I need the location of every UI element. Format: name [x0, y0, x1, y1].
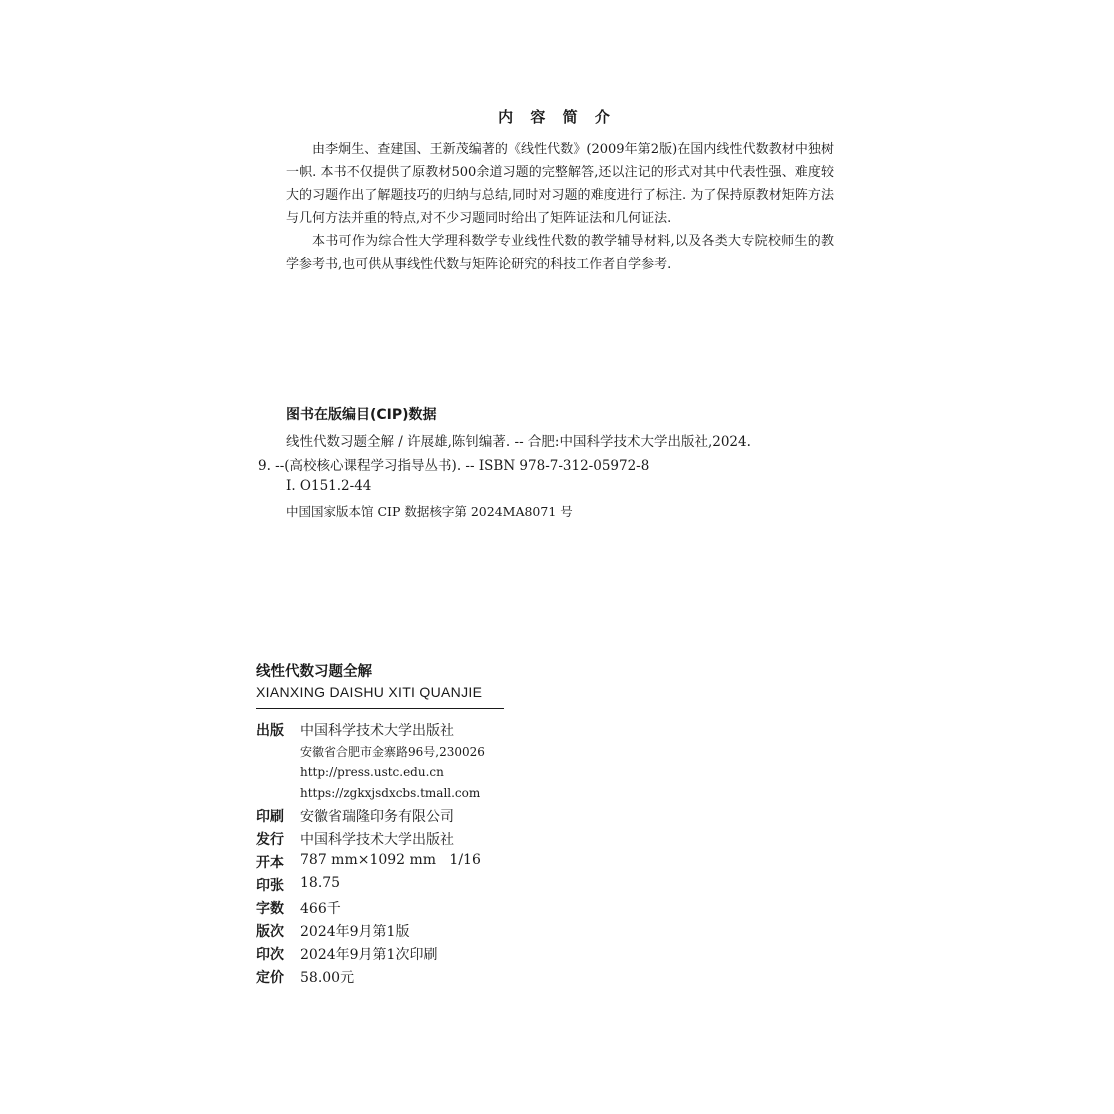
price-value: 58.00元 [300, 970, 355, 986]
sheets-label: 印张 [256, 878, 284, 894]
cip-heading: 图书在版编目(CIP)数据 [286, 407, 437, 423]
book-title: 线性代数习题全解 [256, 664, 372, 680]
printing-label: 印次 [256, 947, 284, 963]
words-value: 466千 [300, 901, 341, 917]
edition-value: 2024年9月第1版 [300, 924, 410, 940]
cip-number: 中国国家版本馆 CIP 数据核字第 2024MA8071 号 [286, 504, 573, 519]
cip-classification: Ⅰ. O151.2-44 [286, 478, 372, 494]
publisher-address: 安徽省合肥市金寨路96号,230026 [300, 745, 485, 759]
intro-title: 内 容 简 介 [498, 108, 616, 126]
cip-record-line-2: 9. --(高校核心课程学习指导丛书). -- ISBN 978-7-312-05972-8 [258, 458, 650, 474]
publisher-url: http://press.ustc.edu.cn [300, 765, 444, 779]
publisher-store-url: https://zgkxjsdxcbs.tmall.com [300, 786, 481, 800]
format-label: 开本 [256, 855, 284, 871]
imprint-divider [256, 708, 504, 709]
printer-value: 安徽省瑞隆印务有限公司 [300, 809, 454, 825]
price-label: 定价 [256, 970, 284, 986]
cip-record-line-1: 线性代数习题全解 / 许展雄,陈钊编著. -- 合肥:中国科学技术大学出版社,2024. [286, 434, 751, 450]
intro-paragraph-2: 本书可作为综合性大学理科数学专业线性代数的教学辅导材料,以及各类大专院校师生的教学参考书,也可供从事线性代数与矩阵论研究的科技工作者自学参考. [286, 234, 834, 272]
book-title-pinyin: XIANXING DAISHU XITI QUANJIE [256, 684, 483, 700]
words-label: 字数 [256, 901, 284, 917]
intro-body [286, 138, 834, 276]
printer-label: 印刷 [256, 809, 284, 825]
intro-paragraph-1: 由李炯生、查建国、王新茂编著的《线性代数》(2009年第2版)在国内线性代数教材中独树一帜. 本书不仅提供了原教材500余道习题的完整解答,还以注记的形式对其中代表性强、难度较大的习题作出了解题技巧的归纳与总结,同时对习题的难度进行了标注. 为了保持原教材矩阵方法与几何方法并重的特点,对不少习题同时给出了矩阵证法和几何证法. [286, 142, 834, 226]
publisher-label: 出版 [256, 723, 284, 739]
publisher-value: 中国科学技术大学出版社 [300, 723, 454, 739]
distributor-label: 发行 [256, 832, 284, 848]
sheets-value: 18.75 [300, 875, 341, 891]
printing-value: 2024年9月第1次印刷 [300, 947, 438, 963]
edition-label: 版次 [256, 924, 284, 940]
format-value: 787 mm×1092 mm 1/16 [300, 852, 481, 868]
distributor-value: 中国科学技术大学出版社 [300, 832, 454, 848]
